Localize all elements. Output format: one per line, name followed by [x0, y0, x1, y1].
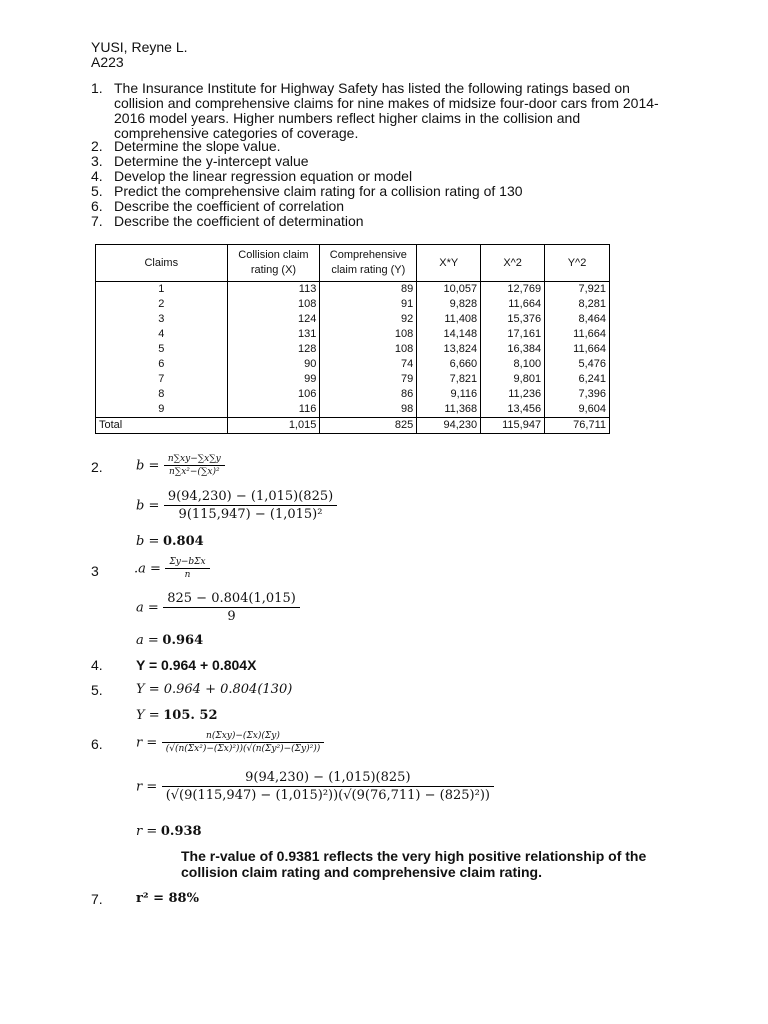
question-number: 4.	[91, 168, 103, 184]
table-cell: 11,408	[417, 312, 481, 327]
substitution-lhs: b =	[136, 498, 160, 514]
formula-lhs: b =	[136, 458, 160, 474]
table-cell: 89	[320, 282, 417, 298]
table-cell: 7,396	[545, 387, 610, 402]
solution-4-label: 4.	[91, 657, 103, 673]
correlation-interpretation: The r-value of 0.9381 reflects the very high positive relationship of the collision claim rating and comprehensive claim rating.	[181, 848, 647, 880]
substitution-denominator: (√(9(115,947) − (1,015)²))(√(9(76,711) − (825)²))	[162, 786, 494, 803]
result-lhs: a =	[136, 633, 159, 648]
table-cell: Total	[96, 418, 228, 434]
prediction-substitution: Y = 0.964 + 0.804(130)	[136, 682, 293, 697]
table-cell: 11,368	[417, 402, 481, 418]
correlation-result	[136, 823, 202, 839]
slope-result	[136, 533, 204, 549]
correlation-substitution	[136, 770, 494, 803]
substitution-fraction	[163, 591, 300, 624]
table-cell: 79	[320, 372, 417, 387]
table-row	[96, 312, 610, 327]
formula-lhs: r =	[136, 735, 158, 751]
table-cell: 7,821	[417, 372, 481, 387]
question-1	[0, 81, 768, 141]
solution-2-label: 2.	[91, 459, 103, 475]
formula-denominator: (√(n(Σx²)−(Σx)²))(√(n(Σy²)−(Σy)²))	[162, 742, 325, 754]
result-value: 105. 52	[163, 708, 218, 723]
result-value: 0.804	[162, 534, 204, 549]
substitution-lhs: r =	[136, 779, 158, 795]
table-cell: 1	[96, 282, 228, 298]
formula-fraction	[164, 454, 225, 477]
question-number: 2.	[91, 138, 103, 154]
table-cell: 6	[96, 357, 228, 372]
question-3	[0, 154, 768, 169]
question-text: The Insurance Institute for Highway Safety has listed the following ratings based on collision and comprehensive claims for nine makes of midsize four-door cars from 2014-2016 model years. Higher numbers reflect higher claims in the collision and comprehensive categories of coverage.	[114, 80, 659, 141]
table-cell: 116	[227, 402, 320, 418]
table-cell: 9	[96, 402, 228, 418]
table-total-row	[96, 418, 610, 434]
intercept-substitution	[136, 591, 300, 624]
question-text: Determine the slope value.	[114, 138, 281, 154]
table-cell: 113	[227, 282, 320, 298]
question-number: 5.	[91, 183, 103, 199]
question-text: Describe the coefficient of determination	[114, 213, 364, 229]
formula-numerator: n∑xy−∑x∑y	[167, 454, 221, 464]
table-cell: 108	[320, 327, 417, 342]
solution-6-label: 6.	[91, 736, 103, 752]
substitution-denominator: 9	[163, 607, 300, 624]
table-cell: 4	[96, 327, 228, 342]
table-cell: 108	[227, 297, 320, 312]
formula-lhs: .a =	[134, 561, 161, 577]
table-cell: 90	[227, 357, 320, 372]
question-number: 6.	[91, 198, 103, 214]
table-cell: 7	[96, 372, 228, 387]
formula-fraction	[162, 731, 325, 754]
table-cell: 8,281	[545, 297, 610, 312]
question-text: Predict the comprehensive claim rating for a collision rating of 130	[114, 183, 523, 199]
substitution-denominator: 9(115,947) − (1,015)²	[164, 505, 337, 522]
table-cell: 128	[227, 342, 320, 357]
table-cell: 106	[227, 387, 320, 402]
question-number: 1.	[91, 80, 103, 96]
table-cell: 11,236	[481, 387, 545, 402]
column-header: X*Y	[417, 245, 481, 282]
question-6	[0, 199, 768, 214]
question-number: 3.	[91, 153, 103, 169]
table-cell: 3	[96, 312, 228, 327]
column-header: Y^2	[545, 245, 610, 282]
table-cell: 9,604	[545, 402, 610, 418]
table-cell: 16,384	[481, 342, 545, 357]
table-cell: 6,241	[545, 372, 610, 387]
table-cell: 14,148	[417, 327, 481, 342]
column-header: Comprehensive claim rating (Y)	[320, 245, 417, 282]
table-cell: 131	[227, 327, 320, 342]
table-header-row	[96, 245, 610, 282]
prediction-result	[136, 707, 218, 723]
intercept-formula	[134, 557, 210, 580]
table-cell: 825	[320, 418, 417, 434]
slope-formula	[136, 454, 225, 477]
claims-table	[95, 244, 610, 434]
correlation-formula	[136, 731, 324, 754]
regression-equation: Y = 0.964 + 0.804X	[136, 657, 257, 673]
formula-numerator: n(Σxy)−(Σx)(Σy)	[206, 731, 280, 741]
solution-7-label: 7.	[91, 891, 103, 907]
table-cell: 86	[320, 387, 417, 402]
column-header: X^2	[481, 245, 545, 282]
solution-5-label: 5.	[91, 682, 103, 698]
table-cell: 115,947	[481, 418, 545, 434]
table-cell: 12,769	[481, 282, 545, 298]
result-value: 0.938	[160, 824, 202, 839]
table-row	[96, 372, 610, 387]
table-cell: 17,161	[481, 327, 545, 342]
question-text: Describe the coefficient of correlation	[114, 198, 345, 214]
table-row	[96, 402, 610, 418]
substitution-lhs: a =	[136, 600, 159, 616]
table-cell: 9,828	[417, 297, 481, 312]
formula-numerator: Σy−bΣx	[169, 557, 206, 567]
question-5	[0, 184, 768, 199]
substitution-numerator: 9(94,230) − (1,015)(825)	[245, 770, 411, 785]
table-cell: 8,100	[481, 357, 545, 372]
table-cell: 5	[96, 342, 228, 357]
solution-3-label: 3	[91, 563, 99, 579]
question-number: 7.	[91, 213, 103, 229]
table-cell: 108	[320, 342, 417, 357]
table-cell: 91	[320, 297, 417, 312]
table-cell: 76,711	[545, 418, 610, 434]
table-cell: 6,660	[417, 357, 481, 372]
table-row	[96, 327, 610, 342]
table-cell: 124	[227, 312, 320, 327]
formula-denominator: n∑x²−(∑x)²	[164, 465, 225, 477]
table-cell: 11,664	[481, 297, 545, 312]
table-cell: 1,015	[227, 418, 320, 434]
question-2	[0, 139, 768, 154]
table-row	[96, 297, 610, 312]
table-cell: 13,456	[481, 402, 545, 418]
student-name: YUSI, Reyne L.	[91, 39, 188, 55]
table-row	[96, 282, 610, 298]
table-cell: 92	[320, 312, 417, 327]
question-text: Determine the y-intercept value	[114, 153, 309, 169]
table-cell: 8,464	[545, 312, 610, 327]
table-cell: 99	[227, 372, 320, 387]
formula-denominator: n	[165, 568, 209, 580]
result-value: 0.964	[162, 633, 204, 648]
substitution-fraction	[162, 770, 494, 803]
substitution-fraction	[164, 489, 337, 522]
table-cell: 13,824	[417, 342, 481, 357]
table-cell: 9,116	[417, 387, 481, 402]
column-header: Claims	[96, 245, 228, 282]
formula-fraction	[165, 557, 209, 580]
table-cell: 11,664	[545, 327, 610, 342]
result-lhs: Y =	[136, 708, 160, 723]
result-lhs: b =	[136, 534, 160, 549]
section-code: A223	[91, 54, 124, 70]
intercept-result	[136, 632, 203, 648]
table-cell: 11,664	[545, 342, 610, 357]
table-cell: 2	[96, 297, 228, 312]
table-cell: 15,376	[481, 312, 545, 327]
table-cell: 5,476	[545, 357, 610, 372]
table-cell: 74	[320, 357, 417, 372]
question-4	[0, 169, 768, 184]
question-7	[0, 214, 768, 229]
table-cell: 7,921	[545, 282, 610, 298]
table-cell: 9,801	[481, 372, 545, 387]
question-text: Develop the linear regression equation or model	[114, 168, 413, 184]
substitution-numerator: 825 − 0.804(1,015)	[167, 591, 296, 606]
table-cell: 94,230	[417, 418, 481, 434]
table-cell: 98	[320, 402, 417, 418]
slope-substitution	[136, 489, 337, 522]
table-row	[96, 342, 610, 357]
table-row	[96, 357, 610, 372]
result-lhs: r =	[136, 824, 158, 839]
table-row	[96, 387, 610, 402]
determination-result: r² = 88%	[136, 891, 199, 906]
table-cell: 8	[96, 387, 228, 402]
substitution-numerator: 9(94,230) − (1,015)(825)	[167, 489, 334, 504]
column-header: Collision claim rating (X)	[227, 245, 320, 282]
table-cell: 10,057	[417, 282, 481, 298]
